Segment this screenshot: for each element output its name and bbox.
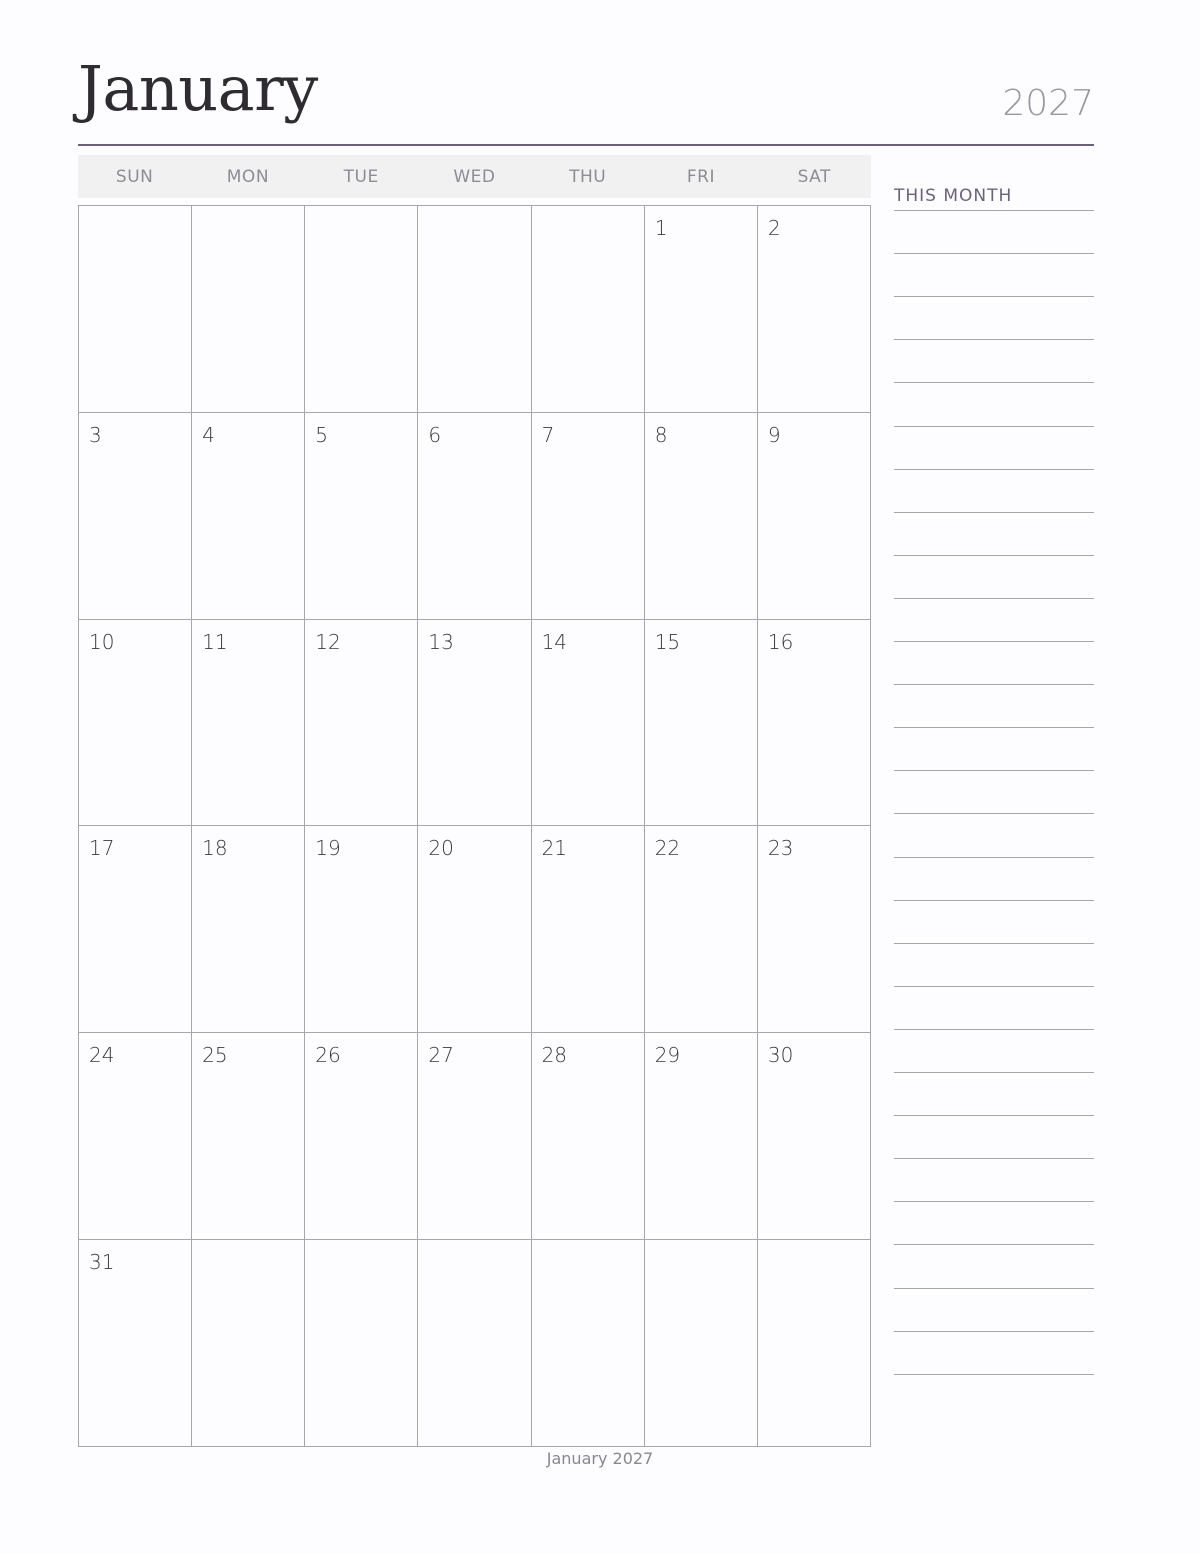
day-cell[interactable] <box>758 620 871 827</box>
day-number: 29 <box>654 1043 681 1068</box>
day-cell[interactable] <box>192 1033 305 1240</box>
day-number: 10 <box>89 629 115 654</box>
weekday-wed: WED <box>453 166 496 187</box>
calendar-grid <box>78 205 871 1447</box>
note-line[interactable] <box>894 598 1094 599</box>
day-cell[interactable] <box>758 1240 871 1447</box>
day-number: 5 <box>315 422 329 447</box>
day-number: 16 <box>767 629 794 654</box>
day-number: 20 <box>428 836 454 861</box>
note-line[interactable] <box>894 1288 1094 1289</box>
day-number: 25 <box>202 1043 228 1068</box>
note-line[interactable] <box>894 1244 1094 1245</box>
note-line[interactable] <box>894 1115 1094 1116</box>
day-number: 6 <box>428 422 442 447</box>
day-cell[interactable] <box>532 620 645 827</box>
day-cell[interactable] <box>305 826 418 1033</box>
note-line[interactable] <box>894 1374 1094 1375</box>
day-cell[interactable] <box>305 1033 418 1240</box>
day-number: 22 <box>654 836 681 861</box>
day-cell[interactable] <box>532 1240 645 1447</box>
day-cell[interactable] <box>645 826 758 1033</box>
note-line[interactable] <box>894 382 1094 383</box>
note-line[interactable] <box>894 210 1094 211</box>
day-number: 19 <box>315 836 341 861</box>
day-number: 4 <box>202 422 215 447</box>
day-cell[interactable] <box>418 413 531 620</box>
day-cell[interactable] <box>418 1240 531 1447</box>
day-number: 8 <box>654 422 668 447</box>
day-number: 11 <box>202 629 228 654</box>
day-number: 9 <box>767 422 781 447</box>
note-line[interactable] <box>894 469 1094 470</box>
note-line[interactable] <box>894 339 1094 340</box>
day-cell[interactable] <box>645 620 758 827</box>
day-number: 31 <box>89 1250 115 1275</box>
day-cell[interactable] <box>645 1240 758 1447</box>
day-cell[interactable] <box>79 826 192 1033</box>
note-line[interactable] <box>894 641 1094 642</box>
note-line[interactable] <box>894 555 1094 556</box>
day-number: 13 <box>428 629 454 654</box>
note-line[interactable] <box>894 253 1094 254</box>
day-number: 1 <box>654 216 668 240</box>
month-title: January <box>78 52 318 125</box>
day-number: 7 <box>541 422 555 447</box>
day-cell[interactable] <box>305 620 418 827</box>
day-cell[interactable] <box>79 620 192 827</box>
note-line[interactable] <box>894 1029 1094 1030</box>
day-number: 30 <box>767 1043 794 1068</box>
note-line[interactable] <box>894 1072 1094 1073</box>
day-cell[interactable] <box>305 413 418 620</box>
day-cell[interactable] <box>532 1033 645 1240</box>
note-line[interactable] <box>894 857 1094 858</box>
day-cell[interactable] <box>192 413 305 620</box>
day-number: 28 <box>541 1043 568 1068</box>
day-number: 17 <box>89 836 115 861</box>
footer-label: January 2027 <box>546 1449 654 1468</box>
day-cell[interactable] <box>192 620 305 827</box>
notes-title: THIS MONTH <box>894 186 1013 206</box>
day-cell[interactable] <box>758 413 871 620</box>
day-cell[interactable] <box>79 413 192 620</box>
day-cell[interactable] <box>418 206 531 413</box>
weekday-sat: SAT <box>797 166 831 187</box>
day-cell[interactable] <box>79 1033 192 1240</box>
day-cell[interactable] <box>418 826 531 1033</box>
day-cell[interactable] <box>758 206 871 413</box>
day-number: 27 <box>428 1043 454 1068</box>
day-cell[interactable] <box>305 1240 418 1447</box>
day-number: 3 <box>89 422 102 447</box>
note-line[interactable] <box>894 770 1094 771</box>
weekday-thu: THU <box>569 166 607 187</box>
day-number: 24 <box>89 1043 115 1068</box>
day-cell[interactable] <box>418 620 531 827</box>
day-number: 21 <box>541 836 568 861</box>
year-label: 2027 <box>1002 83 1094 124</box>
day-cell[interactable] <box>758 826 871 1033</box>
note-line[interactable] <box>894 900 1094 901</box>
day-cell[interactable] <box>645 1033 758 1240</box>
note-line[interactable] <box>894 727 1094 728</box>
day-number: 26 <box>315 1043 341 1068</box>
note-line[interactable] <box>894 986 1094 987</box>
day-cell[interactable] <box>79 1240 192 1447</box>
day-cell[interactable] <box>532 206 645 413</box>
weekday-fri: FRI <box>686 166 716 187</box>
note-line[interactable] <box>894 1331 1094 1332</box>
title-divider <box>78 144 1094 146</box>
day-number: 18 <box>202 836 228 861</box>
day-cell[interactable] <box>532 826 645 1033</box>
weekday-mon: MON <box>226 166 270 187</box>
day-cell[interactable] <box>192 826 305 1033</box>
weekday-tue: TUE <box>343 166 379 187</box>
day-cell[interactable] <box>532 413 645 620</box>
day-number: 2 <box>767 216 781 240</box>
note-line[interactable] <box>894 684 1094 685</box>
day-cell[interactable] <box>418 1033 531 1240</box>
note-line[interactable] <box>894 943 1094 944</box>
note-line[interactable] <box>894 813 1094 814</box>
weekday-header <box>78 155 871 198</box>
day-number: 23 <box>767 836 794 861</box>
weekday-sun: SUN <box>115 166 154 187</box>
day-number: 12 <box>315 629 341 654</box>
day-cell[interactable] <box>645 206 758 413</box>
note-line[interactable] <box>894 426 1094 427</box>
day-cell[interactable] <box>79 206 192 413</box>
day-cell[interactable] <box>305 206 418 413</box>
day-cell[interactable] <box>645 413 758 620</box>
day-cell[interactable] <box>192 206 305 413</box>
day-number: 14 <box>541 629 568 654</box>
note-line[interactable] <box>894 512 1094 513</box>
day-cell[interactable] <box>758 1033 871 1240</box>
day-number: 15 <box>654 629 681 654</box>
note-line[interactable] <box>894 1201 1094 1202</box>
day-cell[interactable] <box>192 1240 305 1447</box>
note-line[interactable] <box>894 296 1094 297</box>
note-line[interactable] <box>894 1158 1094 1159</box>
